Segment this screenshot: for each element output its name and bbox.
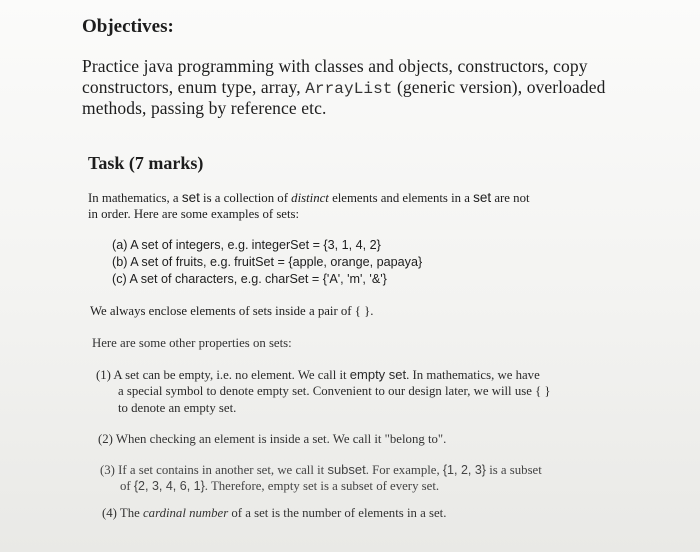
example-c-value: charSet = {'A', 'm', '&'} <box>264 272 387 286</box>
example-a-prefix: (a) A set of integers, e.g. <box>112 238 249 252</box>
task-intro-line-1 <box>88 190 530 206</box>
set-keyword: set <box>181 190 200 205</box>
objectives-line-2 <box>82 77 605 98</box>
objectives-line-3: methods, passing by reference etc. <box>82 98 327 118</box>
property-1-text-b: . In mathematics, we have <box>406 368 540 382</box>
objectives-line-1: Practice java programming with classes and objects, constructors, copy <box>82 56 588 76</box>
example-c <box>112 272 387 287</box>
arraylist-code: ArrayList <box>305 80 393 98</box>
property-1-line-1 <box>96 367 540 383</box>
property-3-text-of: of <box>120 479 131 493</box>
enclose-sentence: We always enclose elements of sets inside a pair of { }. <box>90 304 374 318</box>
property-1-line-3: to denote an empty set. <box>118 401 237 415</box>
objectives-line-2-text-b: (generic version), overloaded <box>397 77 606 97</box>
property-3-line-2 <box>120 479 439 494</box>
set-keyword-2: set <box>473 190 492 205</box>
task-intro-line-2: in order. Here are some examples of sets: <box>88 207 300 221</box>
property-4-text-b: of a set is the number of elements in a set. <box>231 506 447 520</box>
distinct-word: distinct <box>291 191 329 205</box>
objectives-heading: Objectives: <box>82 16 174 37</box>
property-3-text-c: is a subset <box>489 463 542 477</box>
property-3-text-a: (3) If a set contains in another set, we call it <box>100 463 325 477</box>
properties-intro: Here are some other properties on sets: <box>92 336 292 350</box>
intro-text-a: In mathematics, a <box>88 191 179 205</box>
task-heading: Task (7 marks) <box>88 153 204 173</box>
subset-example: {1, 2, 3} <box>442 463 486 477</box>
empty-set-term: empty set <box>349 367 407 382</box>
property-3-text-d: . Therefore, empty set is a subset of every set. <box>204 479 440 493</box>
property-2: (2) When checking an element is inside a set. We call it "belong to". <box>98 432 447 446</box>
example-b-value: fruitSet = {apple, orange, papaya} <box>234 255 423 269</box>
objectives-line-2-text-a: constructors, enum type, array, <box>82 77 301 97</box>
property-3-text-b: . For example, <box>365 463 440 477</box>
example-c-prefix: (c) A set of characters, e.g. <box>112 272 262 286</box>
intro-text-c: elements and elements in a <box>332 191 470 205</box>
cardinal-number-term: cardinal number <box>143 506 229 520</box>
example-b-prefix: (b) A set of fruits, e.g. <box>112 255 231 269</box>
property-1-line-2: a special symbol to denote empty set. Convenient to our design later, we will use { } <box>118 384 551 398</box>
intro-text-b: is a collection of <box>203 191 288 205</box>
property-1-text-a: (1) A set can be empty, i.e. no element. We call it <box>96 368 347 382</box>
example-b <box>112 255 422 270</box>
subset-term: subset <box>327 462 366 477</box>
property-4 <box>102 506 446 521</box>
property-3-line-1 <box>100 462 542 478</box>
example-a-value: integerSet = {3, 1, 4, 2} <box>251 238 381 252</box>
property-4-text-a: (4) The <box>102 506 140 520</box>
superset-example: {2, 3, 4, 6, 1} <box>133 479 205 493</box>
intro-text-d: are not <box>494 191 530 205</box>
example-a <box>112 238 381 253</box>
